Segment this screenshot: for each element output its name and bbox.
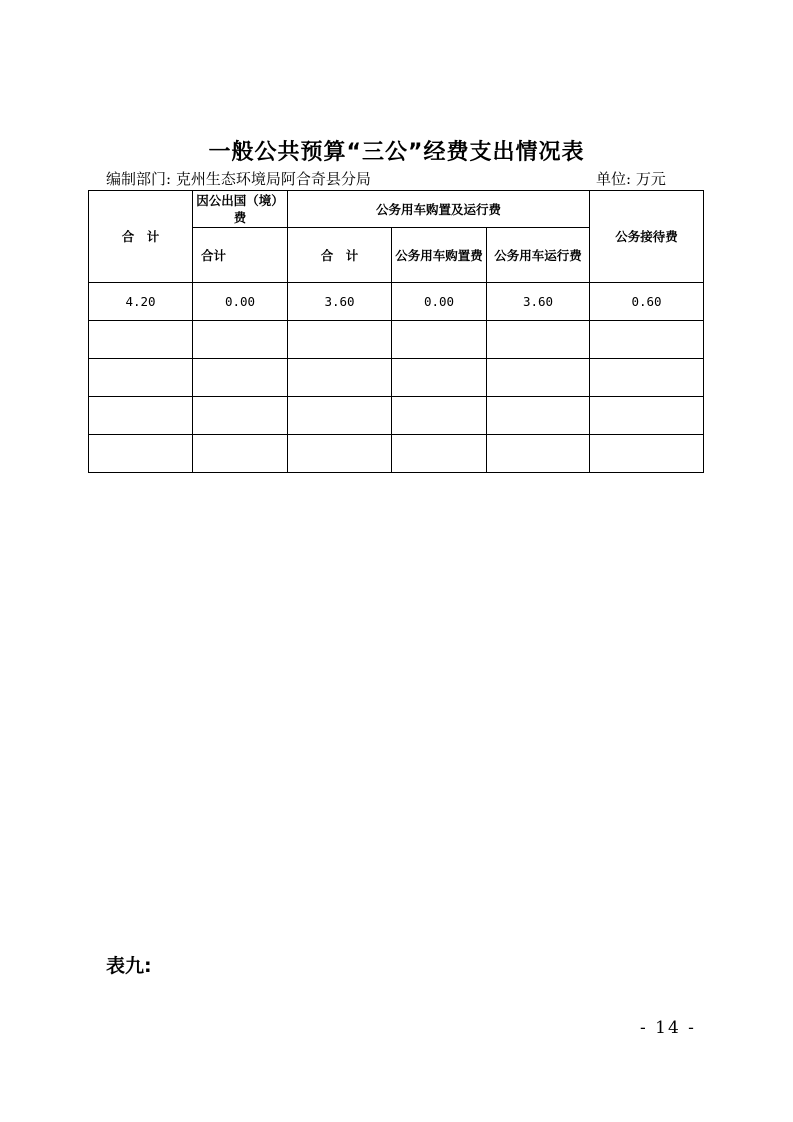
table-cell [89,435,193,473]
table-row [89,321,704,359]
page-title: 一般公共预算“三公”经费支出情况表 [208,140,585,165]
table-cell [89,397,193,435]
table-cell [487,397,590,435]
table-cell [288,359,392,397]
table-row [89,397,704,435]
header-total: 合 计 [89,191,193,283]
table-cell [392,397,487,435]
table-cell: 4.20 [89,283,193,321]
table-cell [89,321,193,359]
table-cell [487,359,590,397]
table-cell [590,397,704,435]
table-cell [288,321,392,359]
table-row [89,359,704,397]
table-cell: 3.60 [487,283,590,321]
table-cell [590,435,704,473]
table-cell [487,321,590,359]
table-cell [288,397,392,435]
table-cell [487,435,590,473]
table-nine-label: 表九: [106,955,152,977]
table-cell [590,321,704,359]
table-cell [590,359,704,397]
header-vehicle-total: 合 计 [288,228,392,283]
table-cell: 0.00 [193,283,288,321]
table-cell [193,397,288,435]
page-number: - 14 - [640,1018,696,1038]
table-cell [288,435,392,473]
table-cell [392,321,487,359]
header-reception: 公务接待费 [590,191,704,283]
table-cell: 0.60 [590,283,704,321]
table-cell [193,321,288,359]
header-overseas: 因公出国（境）费 [193,191,288,228]
header-overseas-total: 合计 [193,228,288,283]
table-row [89,283,704,321]
header-vehicle-purchase: 公务用车购置费 [392,228,487,283]
table-cell: 0.00 [392,283,487,321]
department-label: 编制部门: 克州生态环境局阿合奇县分局 [106,170,371,188]
table-cell [193,435,288,473]
table-row [89,435,704,473]
three-public-expenses-table [88,190,704,473]
table-cell [392,435,487,473]
header-vehicle: 公务用车购置及运行费 [288,191,590,228]
table-cell [89,359,193,397]
header-row-1 [89,191,704,228]
unit-label: 单位: 万元 [596,170,666,188]
table-cell [392,359,487,397]
table-cell [193,359,288,397]
header-vehicle-operation: 公务用车运行费 [487,228,590,283]
table-cell: 3.60 [288,283,392,321]
